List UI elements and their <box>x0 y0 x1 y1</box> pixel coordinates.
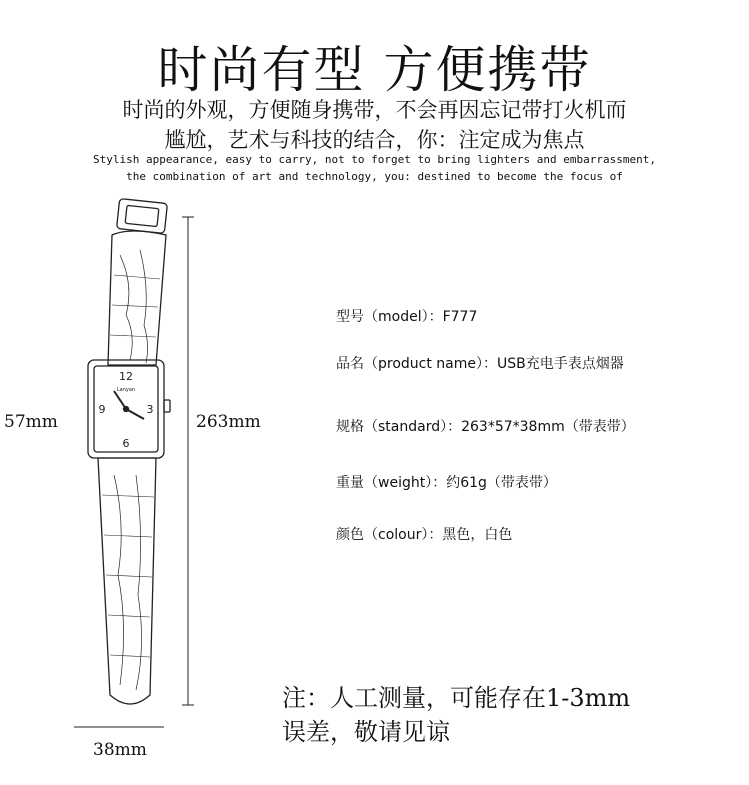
watch-crown <box>164 400 170 412</box>
spec-model-value: F777 <box>442 309 478 325</box>
subtitle-en-line-1: Stylish appearance, easy to carry, not to forget to bring lighters and embarrassment, <box>93 153 656 166</box>
spec-model-label: 型号（model）： <box>336 309 443 325</box>
subtitle-cn-line-2: 尴尬，艺术与科技的结合，你：注定成为焦点 <box>164 128 585 152</box>
width-label: 38mm <box>93 740 147 760</box>
dial-brand: Lanyan <box>116 387 136 393</box>
headline: 时尚有型 方便携带 <box>157 41 592 99</box>
measurement-note-line-1: 注：人工测量，可能存在1-3mm <box>282 684 631 712</box>
spec-weight <box>336 472 557 492</box>
watch-sketch <box>70 195 270 755</box>
spec-weight-value: 约61g（带表带） <box>446 475 557 491</box>
spec-colour-label: 颜色（colour）： <box>336 527 443 543</box>
spec-colour <box>336 524 512 544</box>
upper-strap <box>108 231 166 365</box>
spec-model <box>336 306 477 326</box>
spec-weight-label: 重量（weight）： <box>336 475 447 491</box>
subtitle-en-line-2: the combination of art and technology, you: destined to become the focus of <box>126 170 623 183</box>
spec-standard-label: 规格（standard）： <box>336 419 462 435</box>
height-label: 57mm <box>4 412 58 432</box>
dial-numeral-3: 3 <box>146 403 154 416</box>
spec-product-name-label: 品名（product name）： <box>336 356 497 372</box>
dial-numeral-6: 6 <box>122 437 130 450</box>
spec-standard <box>336 416 635 436</box>
length-label: 263mm <box>196 412 261 432</box>
subtitle-cn-line-1: 时尚的外观，方便随身携带，不会再因忘记带打火机而 <box>122 98 627 122</box>
buckle <box>117 199 168 234</box>
dial-numeral-9: 9 <box>98 403 106 416</box>
spec-product-name <box>336 353 624 373</box>
spec-product-name-value: USB充电手表点烟器 <box>497 356 624 372</box>
spec-standard-value: 263*57*38mm（带表带） <box>461 419 635 435</box>
dial-numeral-12: 12 <box>119 370 133 383</box>
spec-colour-value: 黑色，白色 <box>442 527 513 543</box>
measurement-note-line-2: 误差，敬请见谅 <box>282 718 450 746</box>
